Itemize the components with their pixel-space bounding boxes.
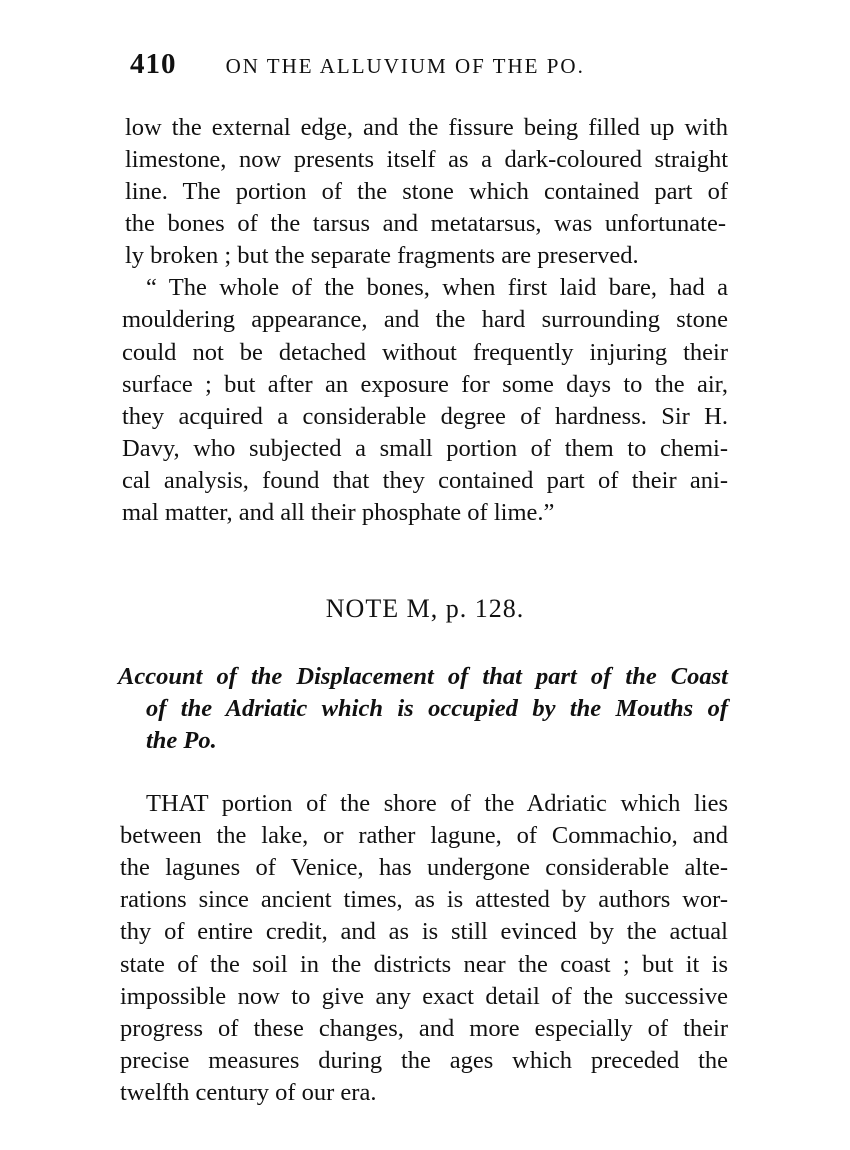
text-line: line. The portion of the stone which contained part of xyxy=(125,178,728,205)
text-line: thy of entire credit, and as is still evinced by the actual xyxy=(120,918,728,945)
text-line: rations since ancient times, as is attested by authors wor- xyxy=(120,886,728,913)
text-line: surface ; but after an exposure for some days to the air, xyxy=(122,371,728,398)
text-line: precise measures during the ages which preceded the xyxy=(120,1047,728,1074)
text-line: the lagunes of Venice, has undergone considerable alte- xyxy=(120,854,728,881)
running-head xyxy=(130,48,730,84)
text-line: progress of these changes, and more especially of their xyxy=(120,1015,728,1042)
text-line: Davy, who subjected a small portion of them to chemi- xyxy=(122,435,728,462)
text-line: cal analysis, found that they contained part of their ani- xyxy=(122,467,728,494)
page-number: 410 xyxy=(130,48,177,80)
text-line: low the external edge, and the fissure being filled up with xyxy=(125,114,728,141)
text-line: limestone, now presents itself as a dark-coloured straight xyxy=(125,146,728,173)
text-line: could not be detached without frequently injuring their xyxy=(122,339,728,366)
text-line: mal matter, and all their phosphate of lime.” xyxy=(122,499,555,526)
text-line: “ The whole of the bones, when first laid bare, had a xyxy=(146,274,728,301)
text-line: between the lake, or rather lagune, of Commachio, and xyxy=(120,822,728,849)
caption-line: Account of the Displacement of that part of the Coast xyxy=(118,663,728,690)
caption-line: the Po. xyxy=(146,727,217,754)
running-title: ON THE ALLUVIUM OF THE PO. xyxy=(225,54,585,78)
text-line: mouldering appearance, and the hard surrounding stone xyxy=(122,306,728,333)
text-line: THAT portion of the shore of the Adriatic which lies xyxy=(146,790,728,817)
text-line: ly broken ; but the separate fragments are preserved. xyxy=(125,242,639,269)
text-line: impossible now to give any exact detail of the successive xyxy=(120,983,728,1010)
text-line: state of the soil in the districts near the coast ; but it is xyxy=(120,951,728,978)
text-line: the bones of the tarsus and metatarsus, was unfortunate- xyxy=(125,210,726,237)
note-heading: NOTE M, p. 128. xyxy=(325,594,525,623)
text-line: they acquired a considerable degree of hardness. Sir H. xyxy=(122,403,728,430)
text-line: twelfth century of our era. xyxy=(120,1079,377,1106)
caption-line: of the Adriatic which is occupied by the Mouths of xyxy=(146,695,728,722)
